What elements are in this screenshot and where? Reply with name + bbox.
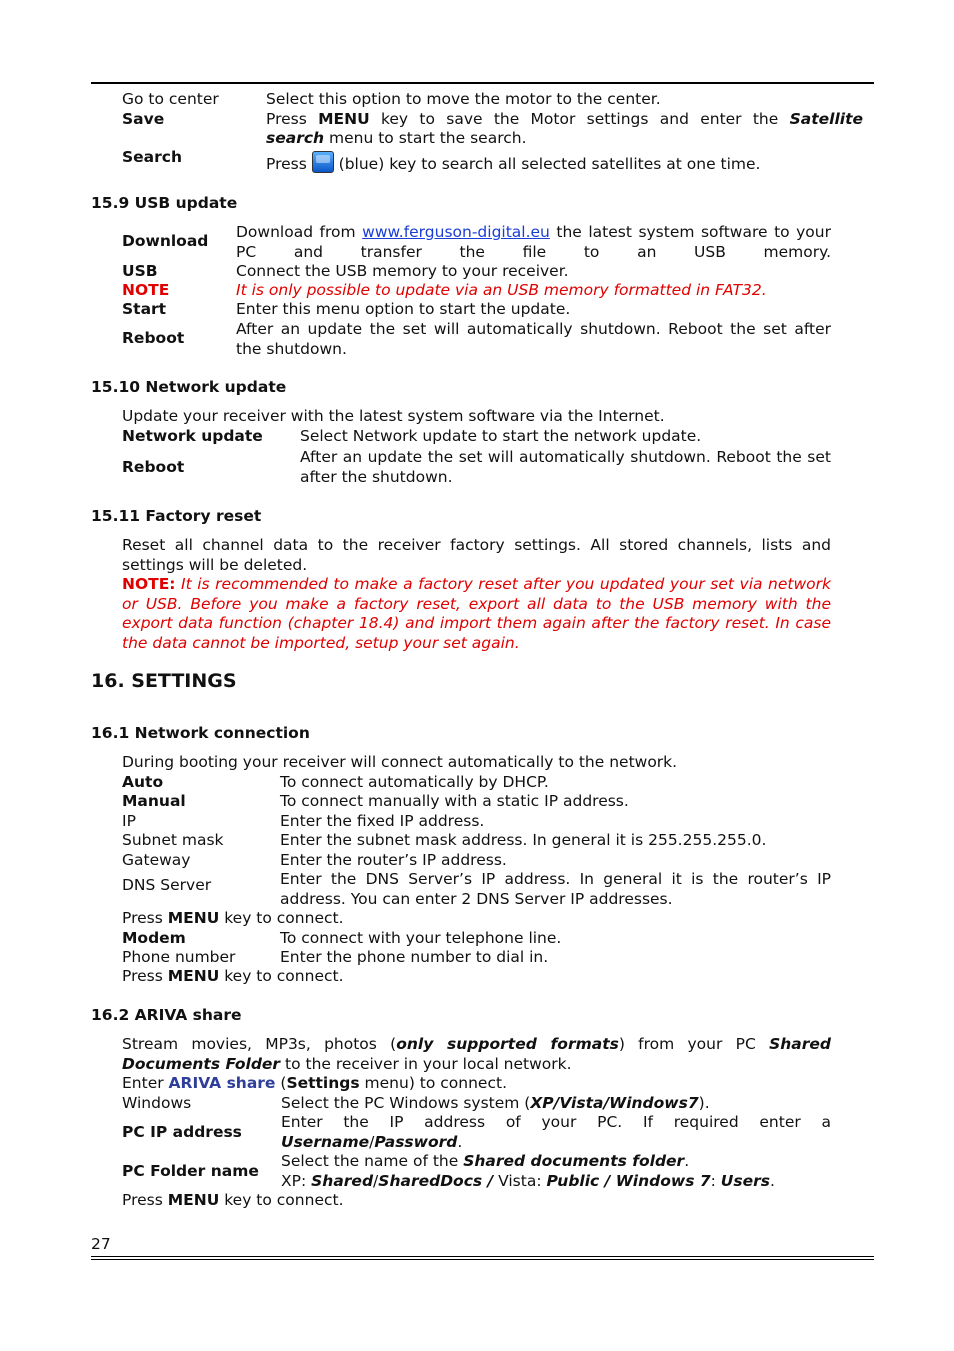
heading-network-update: 15.10 Network update: [91, 378, 287, 396]
usb-start-desc: Enter this menu option to start the update.: [236, 300, 571, 318]
network-reboot-label: Reboot: [122, 458, 185, 476]
ariva-pc-ip-desc-line2: Username/Password.: [281, 1133, 463, 1151]
factory-note: NOTE: It is recommended to make a factory reset after you updated your set via network or USB. Before you make a factory reset, export all data to the USB memory with the export data function (chapter 18.4) and import them again after the factory reset. In case the data cannot be imported, setup your set again.: [122, 575, 831, 652]
motor-label-search: Search: [122, 148, 183, 166]
netconn-modem-label: Modem: [122, 929, 186, 947]
netconn-gateway-desc: Enter the router’s IP address.: [280, 851, 507, 869]
ariva-intro-line1: Stream movies, MP3s, photos (only supported formats) from your PC Shared: [122, 1035, 832, 1053]
bottom-rule-2: [91, 1259, 874, 1260]
top-rule: [91, 82, 874, 84]
bottom-rule: [91, 1256, 874, 1257]
blue-key-icon: [312, 151, 334, 173]
netconn-modem-desc: To connect with your telephone line.: [280, 929, 562, 947]
ariva-enter-line: Enter ARIVA share (Settings menu) to connect.: [122, 1074, 507, 1092]
netconn-ip-desc: Enter the fixed IP address.: [280, 812, 485, 830]
heading-settings: 16. SETTINGS: [91, 670, 237, 692]
network-update-label: Network update: [122, 427, 263, 445]
motor-desc-save-line2: search menu to start the search.: [266, 129, 527, 147]
ariva-pc-ip-desc-line1: Enter the IP address of your PC. If required enter a: [281, 1113, 831, 1131]
netconn-dns-desc: Enter the DNS Server’s IP address. In general it is the router’s IP address. You can enter 2 DNS Server IP addresses.: [280, 870, 831, 908]
netconn-auto-label: Auto: [122, 773, 164, 791]
ariva-folder-label: PC Folder name: [122, 1162, 259, 1180]
network-reboot-desc: After an update the set will automatically shutdown. Reboot the set after the shutdown.: [300, 448, 831, 486]
netconn-gateway-label: Gateway: [122, 851, 191, 869]
usb-reboot-desc: After an update the set will automatically shutdown. Reboot the set after the shutdown.: [236, 320, 831, 358]
ariva-pc-ip-label: PC IP address: [122, 1123, 242, 1141]
usb-download-desc-line1: Download from www.ferguson-digital.eu the latest system software to your PC and transfer the file to an USB memory.: [236, 223, 831, 261]
ferguson-link[interactable]: www.ferguson-digital.eu: [362, 223, 550, 241]
usb-usb-desc: Connect the USB memory to your receiver.: [236, 262, 569, 280]
usb-usb-label: USB: [122, 262, 158, 280]
netconn-subnet-desc: Enter the subnet mask address. In general it is 255.255.255.0.: [280, 831, 767, 849]
netconn-dns-label: DNS Server: [122, 876, 212, 894]
ariva-intro-line2: Documents Folder to the receiver in your local network.: [122, 1055, 572, 1073]
usb-note-label: NOTE: [122, 281, 170, 299]
motor-label-save: Save: [122, 110, 165, 128]
usb-start-label: Start: [122, 300, 167, 318]
motor-label-center: Go to center: [122, 90, 219, 108]
network-update-desc: Select Network update to start the network update.: [300, 427, 702, 445]
ariva-folder-desc-line2: XP: Shared/SharedDocs / Vista: Public / Windows 7: Users.: [281, 1172, 775, 1190]
usb-note-desc: It is only possible to update via an USB memory formatted in FAT32.: [236, 281, 767, 299]
ariva-windows-desc: Select the PC Windows system (XP/Vista/Windows7).: [281, 1094, 710, 1112]
netconn-manual-label: Manual: [122, 792, 186, 810]
netconn-intro: During booting your receiver will connect automatically to the network.: [122, 753, 678, 771]
ariva-windows-label: Windows: [122, 1094, 192, 1112]
netconn-phone-label: Phone number: [122, 948, 236, 966]
netconn-auto-desc: To connect automatically by DHCP.: [280, 773, 549, 791]
heading-factory-reset: 15.11 Factory reset: [91, 507, 262, 525]
usb-download-label: Download: [122, 232, 209, 250]
usb-reboot-label: Reboot: [122, 329, 185, 347]
motor-desc-search: Press (blue) key to search all selected satellites at one time.: [266, 151, 760, 175]
motor-desc-center: Select this option to move the motor to the center.: [266, 90, 661, 108]
netconn-press-menu-1: Press MENU key to connect.: [122, 909, 344, 927]
netconn-press-menu-2: Press MENU key to connect.: [122, 967, 344, 985]
motor-desc-save: Press MENU key to save the Motor settings and enter the Satellite: [266, 110, 863, 128]
ariva-folder-desc-line1: Select the name of the Shared documents folder.: [281, 1152, 690, 1170]
netconn-manual-desc: To connect manually with a static IP address.: [280, 792, 629, 810]
heading-ariva-share: 16.2 ARIVA share: [91, 1006, 242, 1024]
netconn-subnet-label: Subnet mask: [122, 831, 224, 849]
factory-intro: Reset all channel data to the receiver factory settings. All stored channels, lists and settings will be deleted.: [122, 536, 831, 574]
heading-network-connection: 16.1 Network connection: [91, 724, 310, 742]
ariva-press-menu: Press MENU key to connect.: [122, 1191, 344, 1209]
network-update-intro: Update your receiver with the latest system software via the Internet.: [122, 407, 665, 425]
page-number: 27: [91, 1235, 111, 1253]
heading-usb-update: 15.9 USB update: [91, 194, 238, 212]
netconn-phone-desc: Enter the phone number to dial in.: [280, 948, 549, 966]
netconn-ip-label: IP: [122, 812, 136, 830]
